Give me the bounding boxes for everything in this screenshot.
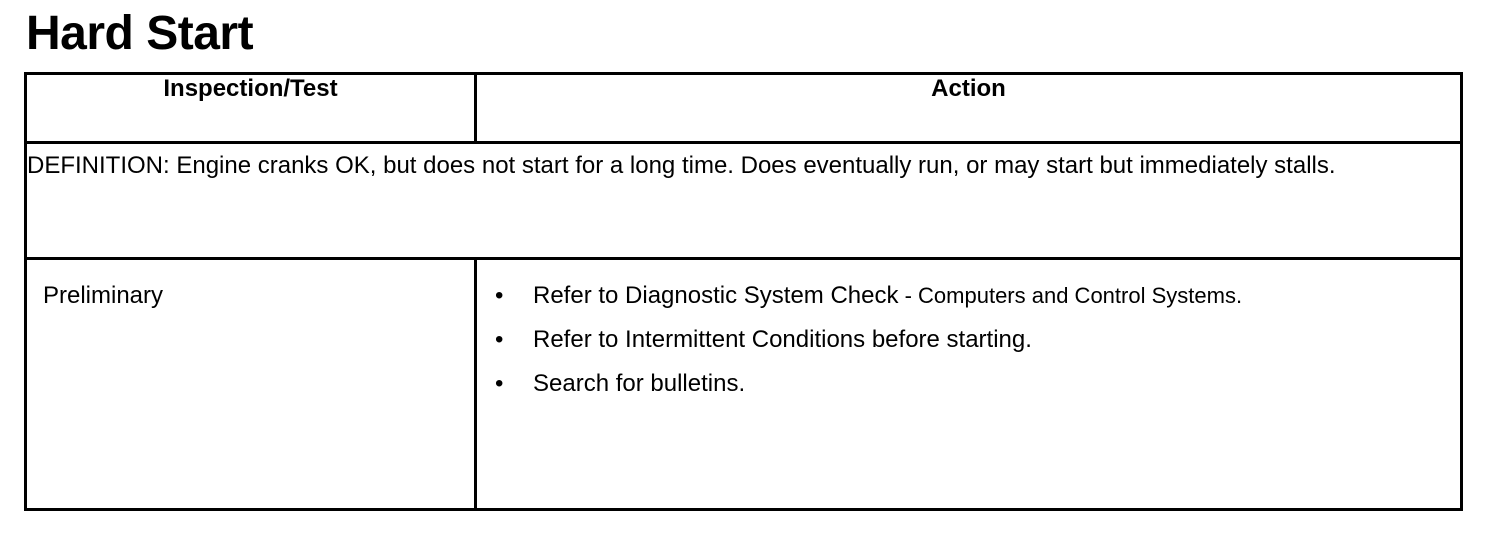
action-main-text: Refer to Diagnostic System Check: [533, 282, 899, 309]
definition-row: [26, 143, 1462, 259]
page-title: Hard Start: [26, 7, 254, 60]
action-header: Action: [476, 74, 1462, 143]
diagnostic-table: [24, 72, 1463, 511]
action-main-text: Refer to Intermittent Conditions before starting.: [533, 326, 1032, 353]
action-cell: [476, 259, 1462, 510]
action-main-text: Search for bulletins.: [533, 370, 746, 397]
definition-text: DEFINITION: Engine cranks OK, but does not start for a long time. Does eventually run, or may start but immediately stalls.: [26, 143, 1462, 259]
action-suffix-text: - Computers and Control Systems.: [898, 283, 1243, 308]
table-row: [26, 259, 1462, 510]
action-list: [493, 274, 1444, 406]
inspection-test-header: Inspection/Test: [26, 74, 476, 143]
list-item: [493, 318, 1444, 362]
list-item: [493, 362, 1444, 406]
list-item: [493, 274, 1444, 318]
inspection-cell: Preliminary: [26, 259, 476, 510]
table-header-row: [26, 74, 1462, 143]
